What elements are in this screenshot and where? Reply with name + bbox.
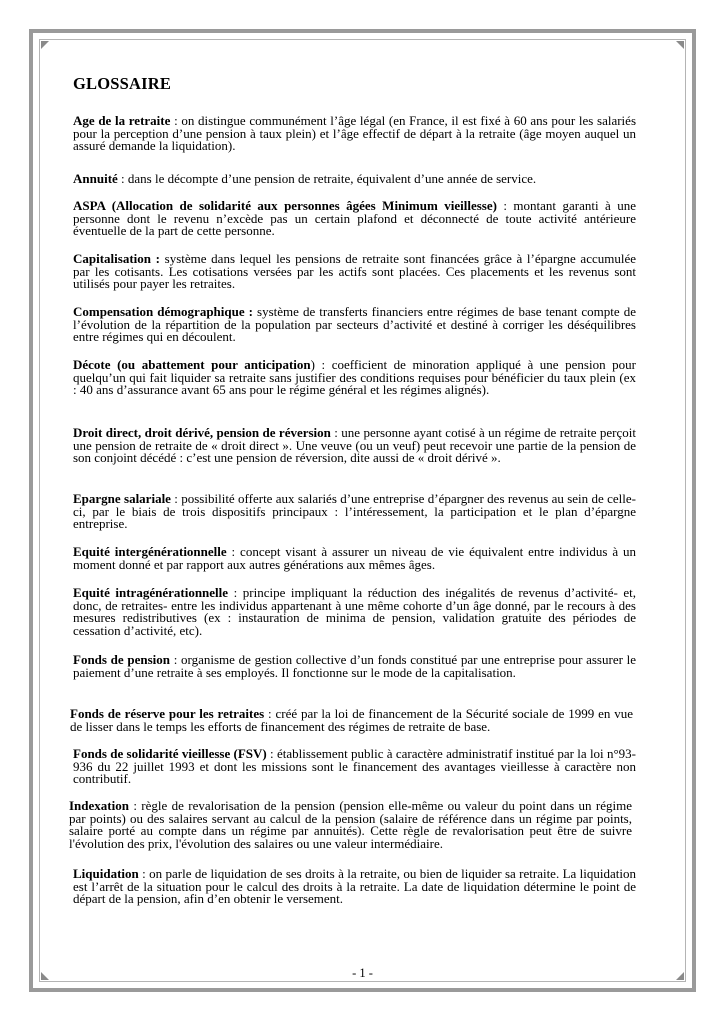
glossary-term: Equité intragénérationnelle <box>73 585 229 600</box>
glossary-definition: : concept visant à assurer un niveau de vie équivalent entre individus à un moment donné et par rapport aux autres générations aux mêmes âges. <box>73 544 636 572</box>
page-number: - 1 - <box>352 966 373 980</box>
glossary-definition: : établissement public à caractère administratif institué par la loi n°93-936 du 22 juillet 1993 et dont les missions sont le financement des avantages vieillesse à caractère non contributif. <box>73 746 636 787</box>
glossary-entry <box>73 748 636 786</box>
glossary-term: Age de la retraite <box>73 113 171 128</box>
glossary-entry <box>73 115 636 153</box>
glossary-definition: : créé par la loi de financement de la Sécurité sociale de 1999 en vue de lisser dans le temps les efforts de financement des régimes de retraite de base. <box>70 706 633 734</box>
glossary-definition: : montant garanti à une personne dont le revenu n’excède pas un certain plafond et déconnecté de toute activité antérieure éventuelle de la part de cette personne. <box>73 198 636 239</box>
glossary-term: Capitalisation : <box>73 251 160 266</box>
glossary-definition: ) : coefficient de minoration appliqué à une pension pour quelqu’un qui fait liquider sa retraite sans justifier des conditions requises pour bénéficier du taux plein (ex : 40 ans d’assurance avant 65 ans pour le régime général et les régimes alignés). <box>73 357 636 398</box>
glossary-entry <box>73 253 636 291</box>
glossary-entry <box>73 587 636 637</box>
glossary-definition: : principe impliquant la réduction des inégalités de revenus d’activité- et, donc, de retraites- entre les individus appartenant à une même cohorte d’un âge donné, par le recours à des mesures redistributives (ex : instauration de minima de pension, validation gratuite des périodes de cessation d’activité, etc). <box>73 585 636 638</box>
glossary-term: Fonds de solidarité vieillesse (FSV) <box>73 746 267 761</box>
glossary-definition: : on parle de liquidation de ses droits à la retraite, ou bien de liquider sa retraite. La liquidation est l’arrêt de la situation pour le calcul des droits à la retraite. La date de liquidation détermine le point de départ de la pension, afin d’en obtenir le versement. <box>73 866 636 907</box>
glossary-definition: : possibilité offerte aux salariés d’une entreprise d’épargner des revenus au sein de celle-ci, par le biais de trois dispositifs principaux : l’intéressement, la participation et le plan d’épargne entreprise. <box>73 491 636 532</box>
page-title: GLOSSAIRE <box>73 74 172 93</box>
glossary-definition: : une personne ayant cotisé à un régime de retraite perçoit une pension de retraite de « droit direct ». Une veuve (ou un veuf) peut recevoir une partie de la pension de son conjoint décédé : c’est une pension de réversion, dite aussi de « droit dérivé ». <box>73 425 636 466</box>
glossary-entry <box>73 359 636 397</box>
glossary-entry <box>69 800 632 850</box>
glossary-definition: : on distingue communément l’âge légal (en France, il est fixé à 60 ans pour les salariés pour la perception d’une pension à taux plein) et l’âge effectif de départ à la retraite (âge moyen auquel un assuré demande la liquidation). <box>73 113 636 154</box>
glossary-entry <box>73 546 636 571</box>
glossary-entry <box>73 173 636 186</box>
glossary-entry <box>70 708 633 733</box>
glossary-definition: : organisme de gestion collective d’un fonds constitué par une entreprise pour assurer le paiement d’une retraite à ses employés. Il fonctionne sur le mode de la capitalisation. <box>73 652 636 680</box>
corner-ornament-top-right <box>676 41 684 49</box>
glossary-term: Indexation <box>69 798 129 813</box>
glossary-term: Décote (ou abattement pour anticipation <box>73 357 311 372</box>
glossary-term: Annuité <box>73 171 118 186</box>
glossary-definition: système de transferts financiers entre régimes de base tenant compte de l’évolution de la répartition de la population par secteurs d’activité et destiné à corriger les déséquilibres entre régimes qui en découlent. <box>73 304 636 345</box>
glossary-term: Fonds de réserve pour les retraites <box>70 706 265 721</box>
glossary-entry <box>73 427 636 465</box>
glossary-term: Droit direct, droit dérivé, pension de réversion <box>73 425 331 440</box>
corner-ornament-top-left <box>41 41 49 49</box>
glossary-entry <box>73 654 636 679</box>
glossary-term: Fonds de pension <box>73 652 170 667</box>
glossary-entry <box>73 306 636 344</box>
glossary-entry <box>73 868 636 906</box>
glossary-term: Epargne salariale <box>73 491 171 506</box>
glossary-term: Compensation démographique : <box>73 304 253 319</box>
glossary-term: Equité intergénérationnelle <box>73 544 227 559</box>
glossary-definition: système dans lequel les pensions de retraite sont financées grâce à l’épargne accumulée par les cotisants. Les cotisations versées par les actifs sont placées. Ces placements et les revenus sont utilisés pour payer les retraites. <box>73 251 636 292</box>
glossary-term: ASPA (Allocation de solidarité aux personnes âgées Minimum vieillesse) <box>73 198 497 213</box>
glossary-entry <box>73 200 636 238</box>
glossary-entry <box>73 493 636 531</box>
glossary-term: Liquidation <box>73 866 139 881</box>
glossary-definition: : dans le décompte d’une pension de retraite, équivalent d’une année de service. <box>117 171 537 186</box>
glossary-definition: : règle de revalorisation de la pension (pension elle-même ou valeur du point dans un régime par points) ou des salaires servant au calcul de la pension (salaire de référence dans un régime par points, salaire porté au compte dans un régime par annuités). Cette règle de revalorisation peut être de suivre l'évolution des prix, l'évolution des salaires ou une valeur intermédiaire. <box>69 798 632 851</box>
